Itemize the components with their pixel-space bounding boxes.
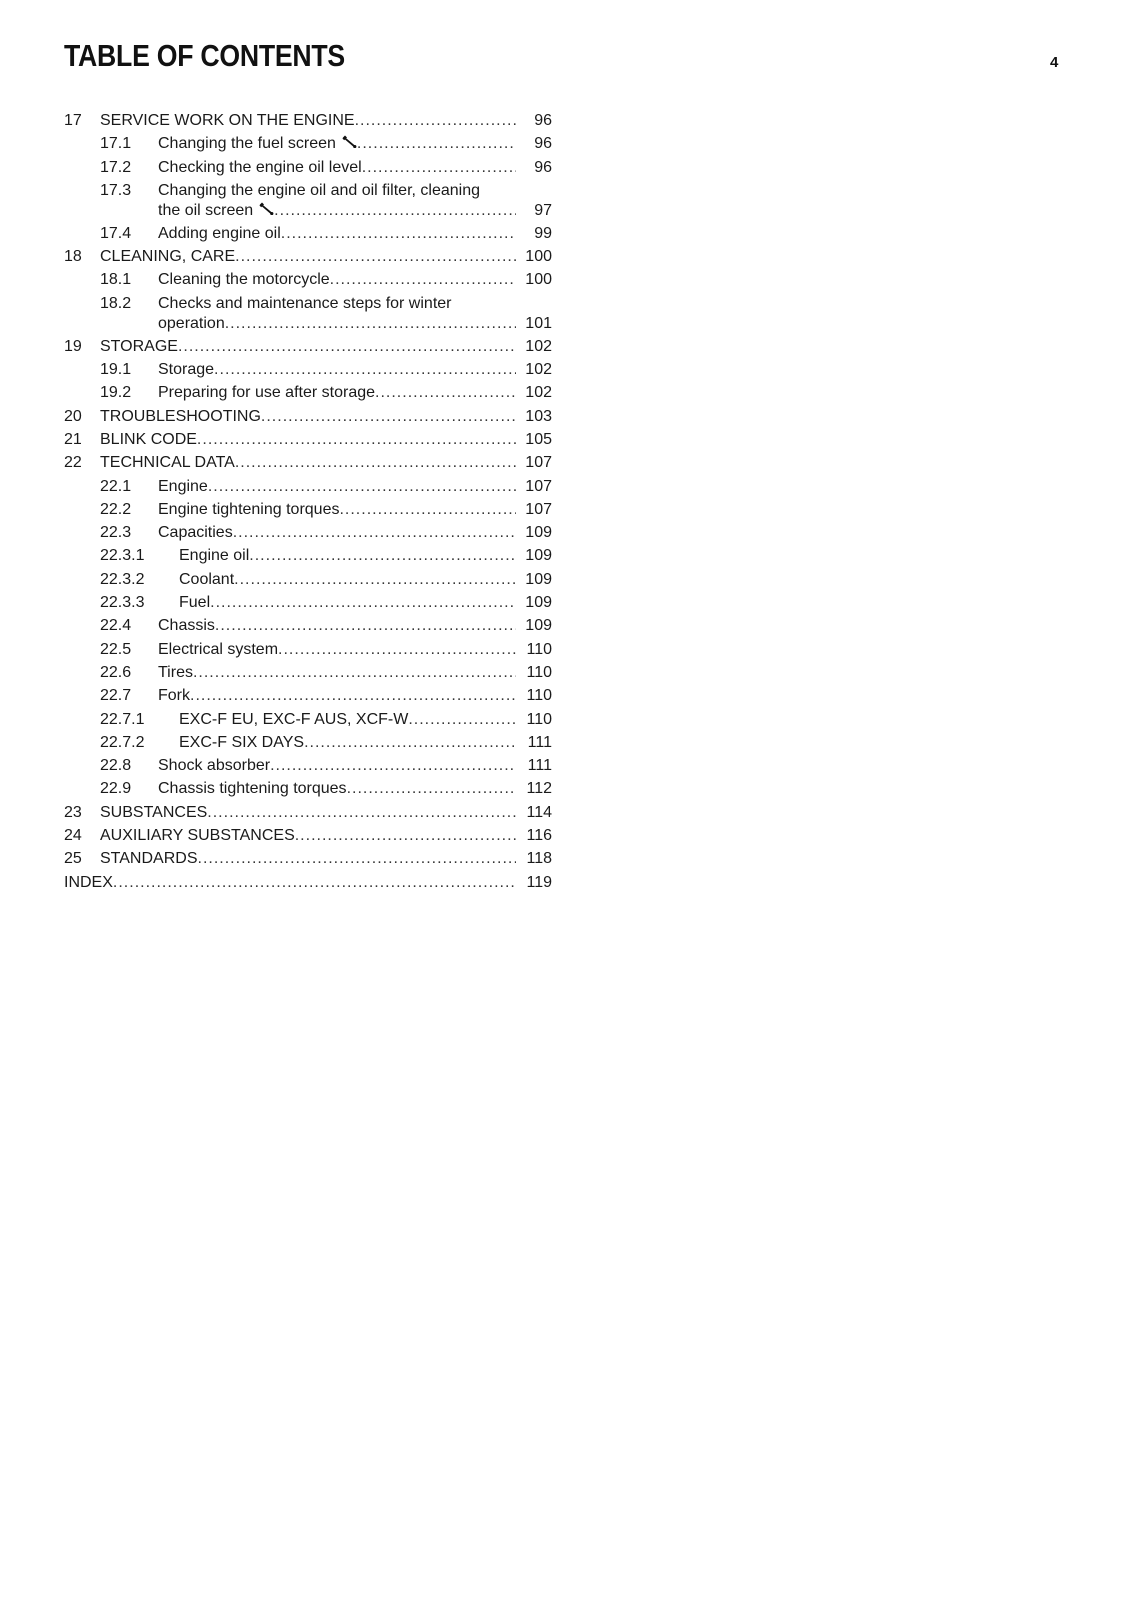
toc-entry-label: [158, 754, 270, 777]
toc-entry-number: 22.8: [100, 757, 132, 775]
toc-entry-label: [100, 335, 178, 358]
dot-leader: [295, 824, 516, 847]
toc-entry[interactable]: [64, 381, 552, 404]
toc-entry-label: [158, 638, 278, 661]
toc-entry[interactable]: [64, 358, 552, 381]
toc-entry-number: 22.3.3: [100, 594, 145, 612]
toc-entry-title: STORAGE: [100, 337, 178, 355]
toc-entry-title: Tires: [158, 663, 193, 681]
toc-entry-page: 97: [516, 199, 552, 222]
dot-leader: [330, 268, 516, 291]
toc-entry-label: [158, 312, 225, 335]
toc-entry-page: 100: [516, 245, 552, 268]
toc-entry-number: 17: [64, 112, 82, 129]
toc-entry-title: AUXILIARY SUBSTANCES: [100, 827, 295, 845]
toc-entry[interactable]: [64, 638, 552, 661]
toc-entry[interactable]: [64, 824, 552, 847]
toc-entry-title: STANDARDS: [100, 850, 198, 868]
toc-entry-page: 100: [516, 268, 552, 291]
toc-entry-number: 22: [64, 454, 82, 472]
dot-leader: [235, 451, 516, 474]
toc-entry-number: 19.2: [100, 384, 132, 402]
toc-entry-label: [100, 847, 198, 870]
toc-entry-page: 110: [516, 638, 552, 661]
toc-entry[interactable]: [64, 335, 552, 358]
toc-entry-title: CLEANING, CARE: [100, 248, 236, 266]
toc-entry-title: TECHNICAL DATA: [100, 454, 235, 472]
toc-entry-page: 116: [516, 824, 552, 847]
toc-entry-label: [179, 568, 234, 591]
toc-entry-title: EXC-F EU, EXC-F AUS, XCF-W: [179, 710, 409, 728]
toc-entry-number: 22.6: [100, 663, 132, 681]
toc-entry-title: Chassis tightening torques: [158, 780, 347, 798]
toc-entry-title: the oil screen: [158, 201, 254, 219]
toc-entry-page: 107: [516, 475, 552, 498]
dot-leader: [235, 245, 516, 268]
toc-entry[interactable]: [64, 109, 552, 132]
toc-entry[interactable]: [64, 591, 552, 614]
toc-entry[interactable]: [64, 451, 552, 474]
toc-entry-page: 105: [516, 428, 552, 451]
toc-entry-label: [158, 199, 274, 222]
toc-entry-label: [158, 777, 347, 800]
toc-entry-number: 22.5: [100, 640, 132, 658]
toc-entry-label: [100, 245, 235, 268]
toc-entry-title: Storage: [158, 361, 215, 379]
toc-entry-label: [158, 684, 190, 707]
toc-entry-number: 22.4: [100, 617, 132, 635]
toc-entry[interactable]: [64, 245, 552, 268]
toc-entry-number: 18.1: [100, 271, 132, 289]
toc-entry-page: 110: [516, 684, 552, 707]
dot-leader: [249, 544, 516, 567]
toc-entry-label: [64, 871, 113, 894]
toc-entry-page: 96: [516, 156, 552, 179]
toc-entry-label: [179, 731, 304, 754]
dot-leader: [278, 638, 516, 661]
dot-leader: [197, 428, 516, 451]
toc-entry-number: 18.2: [100, 294, 132, 312]
dot-leader: [113, 871, 516, 894]
dot-leader: [347, 777, 516, 800]
toc-entry-page: 109: [516, 568, 552, 591]
dot-leader: [304, 731, 516, 754]
toc-entry-label: [100, 801, 207, 824]
toc-entry-title: Engine tightening torques: [158, 500, 340, 518]
toc-entry-title: Chassis: [158, 617, 215, 635]
toc-entry-page: 102: [516, 381, 552, 404]
toc-entry-label-line1: Changing the engine oil and oil filter, cleaning: [158, 181, 481, 199]
dot-leader: [339, 498, 516, 521]
toc-entry[interactable]: [64, 132, 552, 155]
toc-entry-number: 22.1: [100, 477, 132, 495]
toc-entry-number: 22.3: [100, 524, 132, 542]
toc-entry-label: [179, 544, 249, 567]
toc-entry-label: [158, 156, 362, 179]
toc-entry-number: 22.7: [100, 687, 132, 705]
toc-entry-title: Coolant: [179, 570, 235, 588]
dot-leader: [210, 591, 516, 614]
toc-entry-title: Fork: [158, 687, 190, 705]
toc-entry-page: 109: [516, 591, 552, 614]
toc-entry-label: [158, 132, 357, 155]
toc-entry-number: 22.7.2: [100, 733, 145, 751]
toc-entry-page: 111: [516, 754, 552, 777]
toc-entry-number: 22.3.1: [100, 547, 145, 565]
toc-entry-label: [100, 405, 261, 428]
toc-entry[interactable]: [64, 614, 552, 637]
toc-entry[interactable]: [64, 292, 552, 335]
toc-entry[interactable]: [64, 731, 552, 754]
toc-entry-title: Fuel: [179, 594, 211, 612]
toc-entry-page: 102: [516, 358, 552, 381]
toc-entry[interactable]: [64, 156, 552, 179]
toc-entry[interactable]: [64, 684, 552, 707]
toc-entry-page: 110: [516, 708, 552, 731]
dot-leader: [281, 222, 516, 245]
toc-entry-label: [158, 521, 233, 544]
dot-leader: [214, 358, 516, 381]
dot-leader: [208, 475, 516, 498]
toc-entry-label: [158, 381, 375, 404]
toc-entry[interactable]: [64, 801, 552, 824]
toc-entry-number: 22.2: [100, 500, 132, 518]
toc-entry-label: [100, 428, 197, 451]
toc-entry-number: 25: [64, 850, 82, 868]
toc-entry-label: [100, 451, 235, 474]
toc-entry-number: 24: [64, 827, 82, 845]
page-number: 4: [1050, 54, 1059, 71]
toc-entry-number: 17.4: [100, 224, 132, 242]
dot-leader: [198, 847, 517, 870]
table-of-contents: [64, 109, 552, 894]
toc-entry-title: Changing the fuel screen: [158, 135, 336, 153]
toc-entry-page: 101: [516, 312, 552, 335]
toc-entry[interactable]: [64, 405, 552, 428]
dot-leader: [270, 754, 516, 777]
toc-entry-title: SERVICE WORK ON THE ENGINE: [100, 112, 355, 129]
dot-leader: [375, 381, 516, 404]
toc-entry[interactable]: [64, 847, 552, 870]
toc-entry-number: 20: [64, 407, 82, 425]
toc-entry-title: Cleaning the motorcycle: [158, 271, 330, 289]
toc-entry-label: [100, 109, 355, 132]
toc-entry-label: [158, 498, 339, 521]
toc-entry-number: 17.2: [100, 158, 132, 176]
toc-entry-number: 19: [64, 337, 82, 355]
toc-entry-number: 17.1: [100, 135, 132, 153]
toc-entry-page: 111: [516, 731, 552, 754]
toc-entry-number: 22.9: [100, 780, 132, 798]
toc-entry-title: SUBSTANCES: [100, 803, 208, 821]
toc-entry[interactable]: [64, 754, 552, 777]
toc-entry-page: 110: [516, 661, 552, 684]
toc-entry[interactable]: [64, 568, 552, 591]
toc-entry[interactable]: [64, 179, 552, 222]
dot-leader: [193, 661, 516, 684]
toc-entry-page: 112: [516, 777, 552, 800]
toc-entry-title: Shock absorber: [158, 757, 271, 775]
toc-entry[interactable]: [64, 521, 552, 544]
toc-entry-page: 109: [516, 544, 552, 567]
toc-entry-page: 107: [516, 498, 552, 521]
page-title: TABLE OF CONTENTS: [64, 38, 345, 73]
wrench-icon: [342, 132, 357, 155]
toc-entry-number: 17.3: [100, 181, 132, 199]
toc-entry-title: Adding engine oil: [158, 224, 281, 242]
toc-entry-label: [158, 475, 208, 498]
toc-entry[interactable]: [64, 708, 552, 731]
dot-leader: [190, 684, 516, 707]
toc-entry-page: 96: [516, 132, 552, 155]
dot-leader: [225, 312, 516, 335]
toc-entry-number: 23: [64, 803, 82, 821]
toc-entry-number: 21: [64, 430, 82, 448]
toc-entry-title: INDEX: [64, 873, 113, 891]
toc-entry-page: 99: [516, 222, 552, 245]
toc-entry-title: Engine oil: [179, 547, 250, 565]
toc-entry-label: [158, 661, 193, 684]
dot-leader: [357, 132, 516, 155]
dot-leader: [234, 568, 516, 591]
toc-entry-label: [158, 614, 215, 637]
toc-entry-title: EXC-F SIX DAYS: [179, 733, 305, 751]
dot-leader: [362, 156, 516, 179]
toc-entry-page: 107: [516, 451, 552, 474]
toc-entry-title: TROUBLESHOOTING: [100, 407, 261, 425]
toc-entry-label: [158, 268, 330, 291]
toc-entry-label: [158, 358, 214, 381]
toc-entry-title: Preparing for use after storage: [158, 384, 376, 402]
toc-entry[interactable]: [64, 268, 552, 291]
dot-leader: [178, 335, 516, 358]
toc-entry[interactable]: [64, 475, 552, 498]
toc-entry-page: 109: [516, 614, 552, 637]
toc-entry-page: 119: [516, 871, 552, 894]
toc-entry[interactable]: [64, 498, 552, 521]
toc-entry-title: Capacities: [158, 524, 233, 542]
toc-entry[interactable]: [64, 544, 552, 567]
toc-entry-number: 18: [64, 248, 82, 266]
toc-entry-label-line1: Checks and maintenance steps for winter: [158, 294, 452, 312]
dot-leader: [408, 708, 516, 731]
toc-entry-title: Electrical system: [158, 640, 279, 658]
toc-entry-page: 118: [516, 847, 552, 870]
toc-entry-title: BLINK CODE: [100, 430, 197, 448]
toc-entry-label: [179, 708, 408, 731]
toc-entry-title: Checking the engine oil level: [158, 158, 362, 176]
dot-leader: [355, 109, 516, 132]
toc-entry-label: [158, 222, 281, 245]
dot-leader: [274, 199, 516, 222]
toc-entry-number: 19.1: [100, 361, 132, 379]
toc-entry-title: operation: [158, 314, 225, 332]
toc-entry-page: 102: [516, 335, 552, 358]
dot-leader: [207, 801, 516, 824]
toc-entry-label: [100, 824, 295, 847]
toc-entry[interactable]: [64, 871, 552, 894]
toc-entry[interactable]: [64, 222, 552, 245]
dot-leader: [233, 521, 516, 544]
toc-entry-number: 22.7.1: [100, 710, 145, 728]
toc-entry-page: 114: [516, 801, 552, 824]
dot-leader: [215, 614, 516, 637]
toc-entry[interactable]: [64, 777, 552, 800]
toc-entry[interactable]: [64, 661, 552, 684]
toc-entry-title: Engine: [158, 477, 208, 495]
toc-entry-page: 96: [516, 109, 552, 132]
toc-entry[interactable]: [64, 428, 552, 451]
wrench-icon: [259, 199, 274, 222]
dot-leader: [261, 405, 516, 428]
toc-entry-page: 109: [516, 521, 552, 544]
toc-entry-page: 103: [516, 405, 552, 428]
toc-entry-label: [179, 591, 210, 614]
toc-entry-number: 22.3.2: [100, 570, 145, 588]
